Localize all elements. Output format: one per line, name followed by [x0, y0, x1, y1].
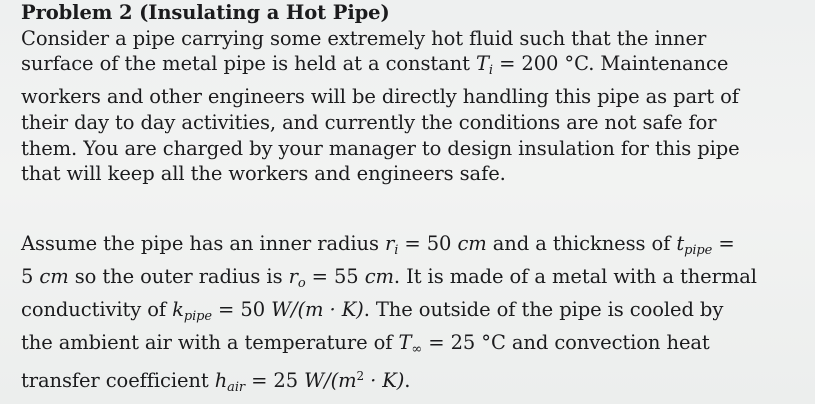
text-line: conductivity of $k_{pipe} = 50$ W/(m · K). The outside of the pipe is cooled by [21, 298, 724, 324]
inner-temperature-symbol: $T_i$ [475, 52, 493, 79]
text-line: surface of the metal pipe is held at a constant $T_i = 200$ °C. Maintenance [21, 52, 729, 79]
outer-radius-symbol: $r_o$ [288, 265, 306, 291]
air-convection-symbol: $h_{air}$ [214, 369, 245, 395]
text-line: their day to day activities, and currently the conditions are not safe for [21, 110, 717, 134]
text-line: Consider a pipe carrying some extremely hot fluid such that the inner [21, 26, 707, 50]
inner-temperature-value: = 200 °C. Maintenance [499, 52, 729, 76]
pipe-thickness-symbol: $t_{pipe}$ [676, 232, 713, 258]
inner-radius-symbol: $r_i$ [384, 232, 399, 258]
text-line: workers and other engineers will be directly handling this pipe as part of [21, 85, 739, 109]
text-line: 5 cm so the outer radius is $r_o = 55$ cm. It is made of a metal with a thermal [21, 265, 757, 291]
given-parameters [21, 231, 806, 401]
text-line: Assume the pipe has an inner radius $r_i = 50$ cm and a thickness of $t_{pipe}$ = [21, 232, 735, 258]
text-line: transfer coefficient $h_{air} = 25$ $W/(m^2 \cdot K)$. [21, 369, 411, 395]
problem-statement [21, 0, 806, 187]
text-line: that will keep all the workers and engineers safe. [21, 162, 506, 186]
problem-title: Problem 2 (Insulating a Hot Pipe) [21, 1, 390, 24]
pipe-conductivity-symbol: $k_{pipe}$ [172, 298, 212, 324]
ambient-temperature-symbol: $T_\infty$ [398, 331, 423, 357]
text-line: them. You are charged by your manager to design insulation for this pipe [21, 136, 740, 160]
text-line: the ambient air with a temperature of $T_\infty = 25$ °C and convection heat [21, 331, 710, 357]
